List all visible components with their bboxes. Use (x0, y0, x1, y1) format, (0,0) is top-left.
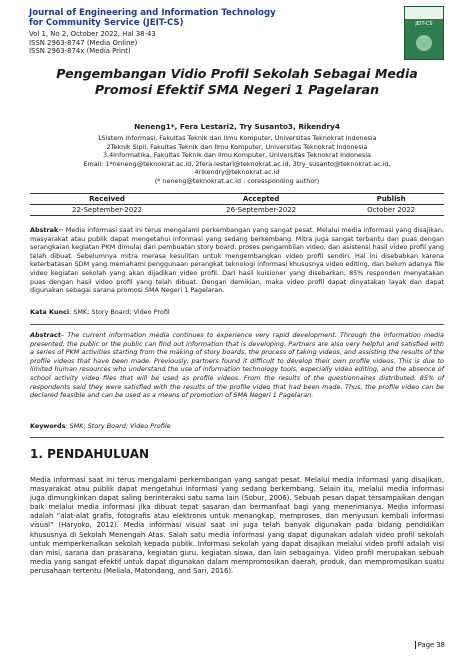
section-heading: 1. PENDAHULUAN (30, 447, 150, 461)
affiliation-2: 2Teknik Sipil, Fakultas Teknik dan Ilmu Komputer, Universitas Teknokrat Indonesia (106, 142, 368, 151)
journal-issn-online: ISSN 2963-8747 (Media Online) (29, 38, 138, 47)
divider-top (30, 324, 444, 325)
received-date: 22-September-2022 (30, 205, 184, 216)
affiliation-1: 1Sistem Informasi, Fakultas Teknik dan Ilmu Komputer, Universitas Teknokrat Indonesia (97, 134, 377, 142)
abstrak-text: − Media informasi saat ini terus mengalami perkembangan yang sangat pesat. Melalui media informasi yang disajikan, masyarakat atau publik dapat mengetahui informasi yang sedang berkembang. Mitra juga sangat terbantu dan puas dengan serangkaian kegiatan PKM dimulai dari pembuatan story board, proses pengambilan video, dan asistensi hasil video profil yang telah dibuat. Sebelumnya mitra merasa kesulitan untuk mengembangkan video profil sendiri. Hal ini disebabkan karena keterbatasan SDM yang memahami penggunaan perangkat teknologi informasi khususnya video editing, dan belum adanya file video kegiatan sekolah yang akan dijadikan video profil. Dari hasil kuisioner yang disebarkan, 85% responden menyatakan puas dengan hasil video profil yang telah dibuat. Dengan demikian, maka video profil dapat dinyatakan layak dan dapat digunakan sebagai sarana promosi SMA Negeri 1 Pagelaran. (30, 226, 444, 295)
keywords-line (30, 422, 444, 431)
abstrak-label: Abstrak (30, 226, 59, 234)
dates-value-row (30, 205, 444, 216)
page-number-bar (415, 641, 416, 649)
journal-title (29, 8, 389, 28)
affiliations (40, 134, 434, 186)
keywords-label: Keywords (30, 422, 66, 430)
kata-kunci-label: Kata Kunci (30, 308, 70, 316)
journal-title-line2: for Community Service (JEIT-CS) (29, 18, 184, 28)
abstrak-paragraph (30, 226, 444, 295)
received-header: Received (30, 194, 184, 205)
section-body: Media informasi saat ini terus mengalami perkembangan yang sangat pesat. Melalui media informasi yang disajikan, masyarakat atau publik dapat mengetahui informasi yang sedang berkembang. Selain itu, melalui media informasi juga dimungkinkan dapat saling berinteraksi satu sama lain (Sobur, 2006). Sebuah pesan dapat tersampaikan dengan baik melalui media informasi jika dibuat tepat sasaran dan bermanfaat bagi yang menerimanya. Media informasi adalah “alat-alat grafis, fotografis atau elektronis untuk menangkap, memproses, dan menyusun kembali informasi visual” (Haryoko, 2012). Media informasi visual saat ini juga telah banyak digunakan pada bidang pendidikan khususnya di Sekolah Menengah Atas. Salah satu media informasi yang dapat digunakan adalah video profil sekolah untuk memperkenalkan sekolah kepada publik. Informasi sekolah yang dapat disajikan melalui video profil adalah visi dan misi, sarana dan prasarana, kegiatan guru, kegiatan siswa, dan lain sebagainya. Video profil merupakan sebuah media yang sangat efektif untuk dapat digunakan dalam mempromosikan daerah, produk, dan mempromosikan suatu perusahaan tertentu (Meliala, Matondang, and Sari, 2016). (30, 476, 444, 575)
journal-logo-text: JEIT-CS (415, 21, 433, 27)
abstract-text: – The current information media continues to experience very rapid development. Through the information media presented, the public or the public can find out information that is developing. Partners are also very helpful and satisfied with a series of PKM activities starting from the making of story boards, the process of taking videos, and assisting the results of the profile videos that have been made. Previously, partners found it difficult to develop their own profile videos. This is due to limited human resources who understand the use of information technology tools, especially video editing, and the absence of school activity video files that will be used as profile videos. From the results of the questionnaires distributed, 85% of respondents said they were satisfied with the results of the profile video that had been made. Thus, the profile video can be declared feasible and can be used as a means of promotion of SMA Negeri 1 Pagelaran. (30, 331, 444, 400)
corresponding-author: (* neneng@teknokrat.ac.id : coressponding author) (154, 176, 320, 185)
affiliation-3: 3,4Informatika, Fakultas Teknik dan Ilmu Komputer, Universitas Teknokrat Indonesia (103, 151, 371, 160)
email-line: Email: 1*neneng@teknokrat.ac.id, 2fera.lestari@teknokrat.ac.id, 3try_susanto@teknokrat.ac.id, (83, 159, 391, 168)
paper-title-line2: Promosi Efektif SMA Negeri 1 Pagelaran (94, 82, 380, 97)
kata-kunci-line (30, 308, 444, 317)
page-number-text: Page 38 (417, 641, 445, 649)
dates-table (30, 193, 444, 216)
abstract-label: Abstract (30, 331, 61, 339)
paper-title (40, 66, 434, 98)
publish-date: October 2022 (338, 205, 444, 216)
kata-kunci-text: : SMK; Story Board; Video Profil (69, 308, 170, 316)
publish-header: Publish (338, 194, 444, 205)
page-number (415, 641, 445, 649)
keywords-text: : SMK; Story Board; Video Profile (65, 422, 171, 430)
journal-logo (404, 6, 444, 60)
journal-meta (29, 30, 389, 56)
email-line-2: 4rikendry@teknokrat.ac.id (194, 168, 280, 177)
journal-issn-print: ISSN 2963-874x (Media Print) (29, 47, 131, 56)
dates-header-row (30, 194, 444, 205)
abstract-paragraph (30, 331, 444, 400)
accepted-date: 26-September-2022 (184, 205, 338, 216)
paper-authors: Neneng1*, Fera Lestari2, Try Susanto3, Rikendry4 (134, 122, 340, 131)
divider-bottom (30, 437, 444, 438)
accepted-header: Accepted (184, 194, 338, 205)
journal-title-line1: Journal of Engineering and Information Technology (29, 8, 276, 18)
paper-title-line1: Pengembangan Vidio Profil Sekolah Sebagai Media (56, 66, 418, 81)
journal-volume: Vol 1, No 2, October 2022, Hal 38-43 (29, 30, 156, 38)
